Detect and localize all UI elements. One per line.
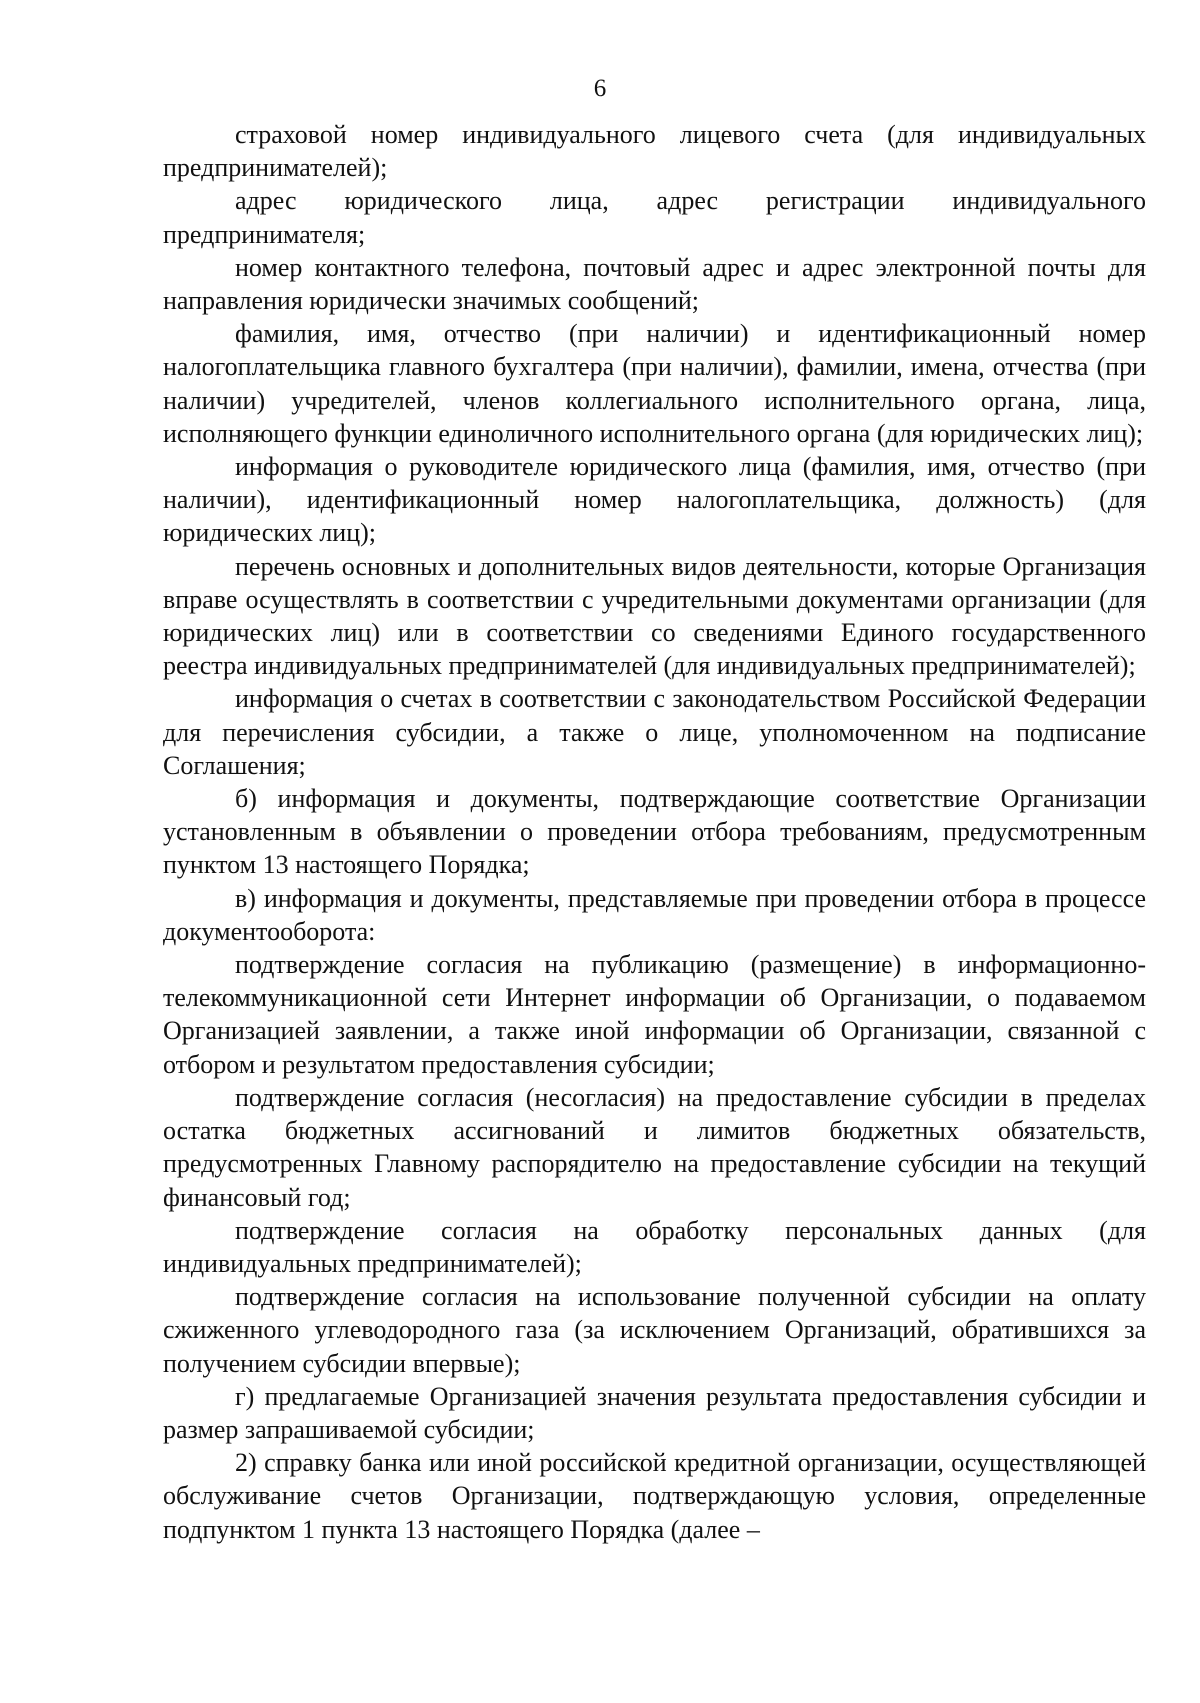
- paragraph-consent-personal-data: подтверждение согласия на обработку персональных данных (для индивидуальных предпринимателей);: [163, 1215, 1146, 1278]
- paragraph-address: адрес юридического лица, адрес регистрации индивидуального предпринимателя;: [163, 186, 1146, 249]
- paragraph-head-info: информация о руководителе юридического лица (фамилия, имя, отчество (при наличии), идентификационный номер налогоплательщика, должность) (для юридических лиц);: [163, 452, 1146, 548]
- paragraph-consent-remaining-funds: подтверждение согласия (несогласия) на предоставление субсидии в пределах остатка бюджетных ассигнований и лимитов бюджетных обязательств, предусмотренных Главному распорядителю на предоставление субсидии на текущий финансовый год;: [163, 1082, 1146, 1212]
- document-body: [163, 118, 1146, 1546]
- paragraph-consent-gas-payment: подтверждение согласия на использование полученной субсидии на оплату сжиженного углеводородного газа (за исключением Организаций, обратившихся за получением субсидии впервые);: [163, 1282, 1146, 1378]
- paragraph-contacts: номер контактного телефона, почтовый адрес и адрес электронной почты для направления юридически значимых сообщений;: [163, 252, 1146, 316]
- paragraph-item-g: г) предлагаемые Организацией значения результата предоставления субсидии и размер запрашиваемой субсидии;: [163, 1381, 1146, 1444]
- paragraph-accountant-founders: фамилия, имя, отчество (при наличии) и идентификационный номер налогоплательщика главного бухгалтера (при наличии), фамилии, имена, отчества (при наличии) учредителей, членов коллегиального исполнительного органа, лица, исполняющего функции единоличного исполнительного органа (для юридических лиц);: [163, 319, 1146, 448]
- paragraph-snils: страховой номер индивидуального лицевого счета (для индивидуальных предпринимателей);: [163, 120, 1146, 183]
- page-number: 6: [593, 75, 607, 102]
- paragraph-item-2-bank-certificate: 2) справку банка или иной российской кредитной организации, осуществляющей обслуживание счетов Организации, подтверждающую условия, определенные подпунктом 1 пункта 13 настоящего Порядка (далее –: [163, 1448, 1146, 1544]
- paragraph-activities: перечень основных и дополнительных видов деятельности, которые Организация вправе осуществлять в соответствии с учредительными документами организации (для юридических лиц) или в соответствии со сведениями Единого государственного реестра индивидуальных предпринимателей (для индивидуальных предпринимателей);: [163, 551, 1146, 681]
- paragraph-item-b: б) информация и документы, подтверждающие соответствие Организации установленным в объявлении о проведении отбора требованиям, предусмотренным пунктом 13 настоящего Порядка;: [163, 784, 1146, 880]
- paragraph-accounts: информация о счетах в соответствии с законодательством Российской Федерации для перечисления субсидии, а также о лице, уполномоченном на подписание Соглашения;: [163, 684, 1146, 780]
- paragraph-item-v: в) информация и документы, представляемые при проведении отбора в процессе документооборота:: [163, 883, 1146, 946]
- paragraph-consent-publication: подтверждение согласия на публикацию (размещение) в информационно-телекоммуникационной сети Интернет информации об Организации, о подаваемом Организацией заявлении, а также иной информации об Организации, связанной с отбором и результатом предоставления субсидии;: [163, 950, 1146, 1079]
